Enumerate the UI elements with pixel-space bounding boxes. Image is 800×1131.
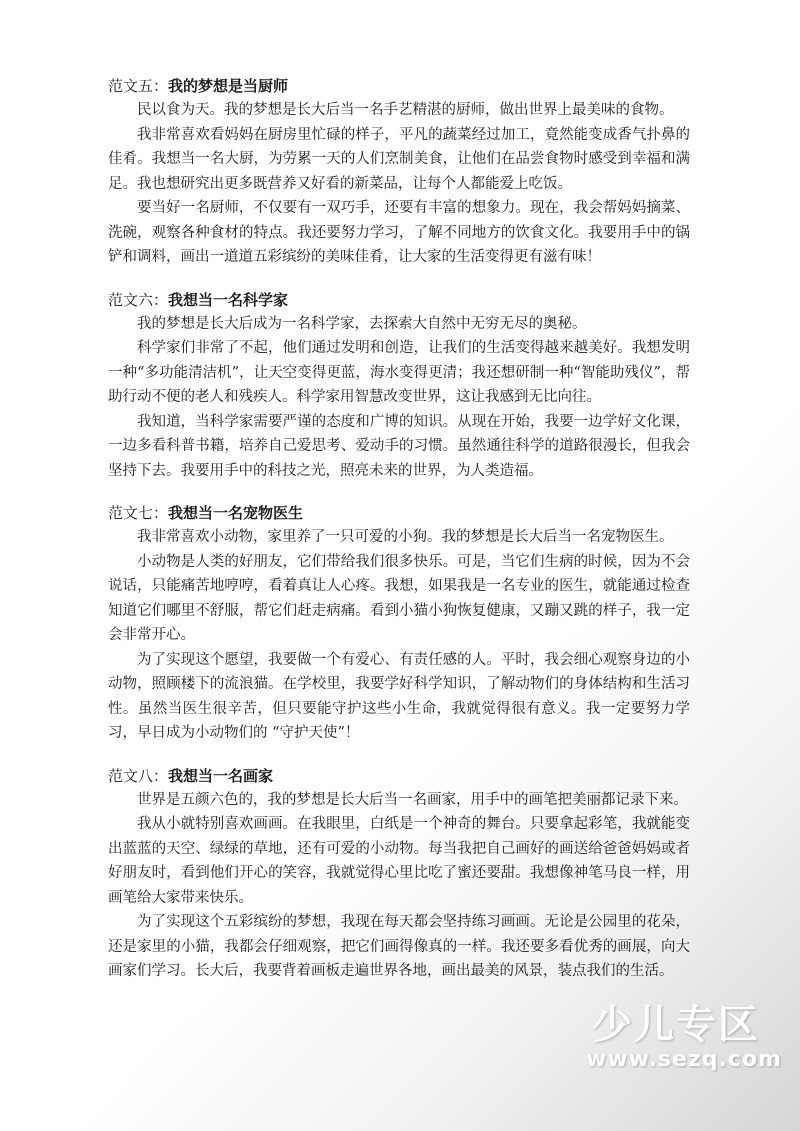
section-heading — [108, 74, 690, 98]
paragraph: 小动物是人类的好朋友，它们带给我们很多快乐。可是，当它们生病的时候，因为不会说话，只能痛苦地哼哼，看着真让人心疼。我想，如果我是一名专业的医生，就能通过检查知道它们哪里不舒服，帮它们赶走病痛。看到小猫小狗恢复健康，又蹦又跳的样子，我一定会非常开心。 — [108, 553, 690, 643]
essay-section — [108, 288, 690, 484]
paragraph: 我的梦想是长大后成为一名科学家，去探索大自然中无穷无尽的奥秘。 — [137, 315, 587, 332]
site-watermark — [586, 1002, 782, 1073]
section-label: 范文五： — [108, 77, 169, 95]
paragraph: 世界是五颜六色的，我的梦想是长大后当一名画家，用手中的画笔把美丽都记录下来。 — [137, 791, 688, 808]
section-title: 我想当一名宠物医生 — [168, 504, 304, 522]
paragraph: 民以食为天。我的梦想是长大后当一名手艺精湛的厨师，做出世界上最美味的食物。 — [137, 102, 674, 118]
watermark-title: 少儿专区 — [592, 1002, 760, 1048]
article-body — [108, 74, 690, 1002]
section-title: 我想当一名科学家 — [168, 290, 289, 309]
essay-section — [108, 501, 690, 746]
section-label: 范文六： — [108, 290, 169, 309]
paragraph: 我非常喜欢小动物，家里养了一只可爱的小狗。我的梦想是长大后当一名宠物医生。 — [137, 529, 674, 545]
paragraph: 要当好一名厨师，不仅要有一双巧手，还要有丰富的想象力。现在，我会帮妈妈摘菜、洗碗，观察各种食材的特点。我还要努力学习，了解不同地方的饮食文化。我要用手中的锅铲和调料，画出一道道五彩缤纷的美味佳肴，让大家的生活变得更有滋有味！ — [108, 200, 690, 265]
section-label: 范文七： — [108, 504, 169, 522]
section-heading — [108, 288, 690, 312]
paragraph: 我非常喜欢看妈妈在厨房里忙碌的样子，平凡的蔬菜经过加工，竟然能变成香气扑鼻的佳肴。我想当一名大厨，为劳累一天的人们烹制美食，让他们在品尝食物时感受到幸福和满足。我也想研究出更多既营养又好看的新菜品，让每个人都能爱上吃饭。 — [108, 126, 690, 192]
essay-section — [108, 74, 690, 270]
section-label: 范文八： — [108, 766, 169, 785]
section-title: 我想当一名画家 — [168, 766, 274, 785]
paragraph: 为了实现这个愿望，我要做一个有爱心、有责任感的人。平时，我会细心观察身边的小动物，照顾楼下的流浪猫。在学校里，我要学好科学知识，了解动物们的身体结构和生活习性。虽然当医生很辛苦，但只要能守护这些小生命，我就觉得很有意义。我一定要努力学习，早日成为小动物们的 “守护天使”！ — [108, 651, 690, 741]
paragraph: 为了实现这个五彩缤纷的梦想，我现在每天都会坚持练习画画。无论是公园里的花朵，还是家里的小猫，我都会仔细观察，把它们画得像真的一样。我还要多看优秀的画展，向大画家们学习。长大后，我要背着画板走遍世界各地，画出最美的风景，装点我们的生活。 — [108, 914, 690, 979]
essay-section — [108, 764, 690, 984]
paragraph: 我知道，当科学家需要严谨的态度和广博的知识。从现在开始，我要一边学好文化课，一边多看科普书籍，培养自己爱思考、爱动手的习惯。虽然通往科学的道路很漫长，但我会坚持下去。我要用手中的科技之光，照亮未来的世界，为人类造福。 — [108, 413, 690, 479]
watermark-url: www.sezq.com — [586, 1047, 782, 1072]
paragraph: 科学家们非常了不起，他们通过发明和创造，让我们的生活变得越来越美好。我想发明一种“多功能清洁机”，让天空变得更蓝，海水变得更清；我还想研制一种“智能助残仪”，帮助行动不便的老人和残疾人。科学家用智慧改变世界，这让我感到无比向往。 — [108, 340, 690, 405]
section-title: 我的梦想是当厨师 — [168, 77, 289, 95]
section-heading — [108, 764, 690, 788]
paragraph: 我从小就特别喜欢画画。在我眼里，白纸是一个神奇的舞台。只要拿起彩笔，我就能变出蓝蓝的天空、绿绿的草地，还有可爱的小动物。每当我把自己画好的画送给爸爸妈妈或者好朋友时，看到他们开心的笑容，我就觉得心里比吃了蜜还要甜。我想像神笔马良一样，用画笔给大家带来快乐。 — [108, 816, 690, 906]
section-heading — [108, 501, 690, 525]
